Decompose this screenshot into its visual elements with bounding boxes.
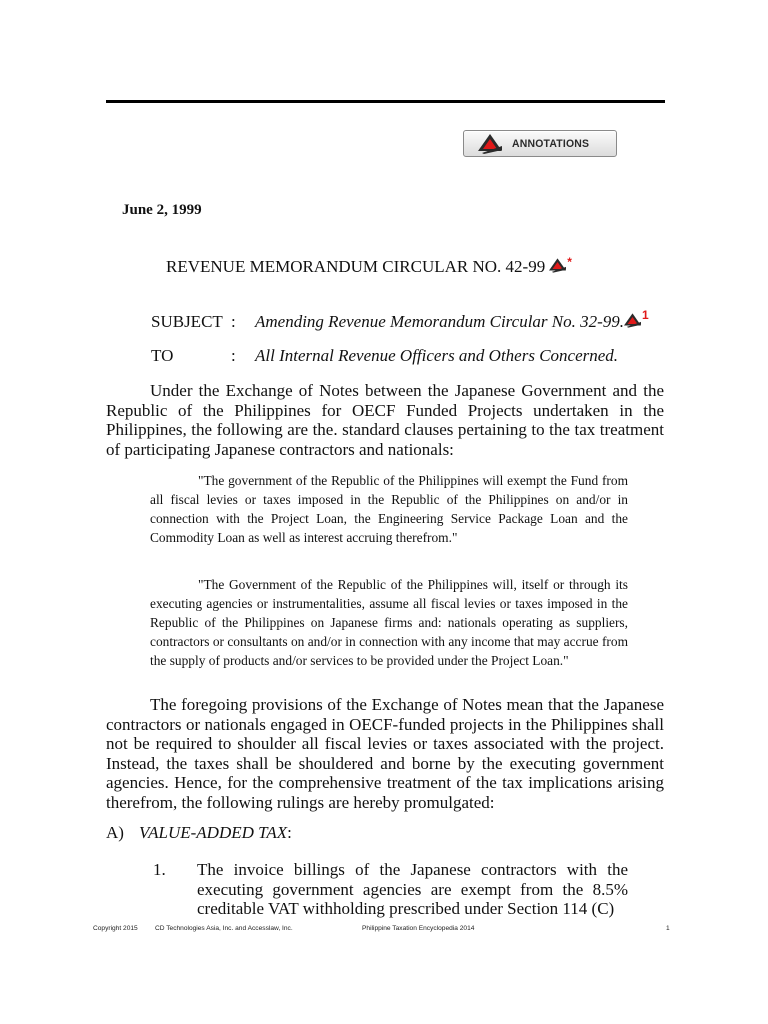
title-text: REVENUE MEMORANDUM CIRCULAR NO. 42-99	[166, 257, 546, 276]
to-text: All Internal Revenue Officers and Others Concerned.	[255, 346, 619, 365]
to-label: TO	[151, 346, 174, 365]
annotation-marker-icon	[624, 313, 641, 328]
document-date: June 2, 1999	[122, 202, 202, 218]
footer-company: CD Technologies Asia, Inc. and Accesslaw, Inc.	[155, 925, 293, 932]
subject-colon: :	[231, 312, 236, 331]
section-a-letter: A)	[106, 823, 124, 842]
footer-publication: Philippine Taxation Encyclopedia 2014	[362, 925, 475, 932]
footer-page-number: 1	[666, 925, 670, 932]
title-footnote-marker: *	[567, 255, 572, 269]
item-1-text: The invoice billings of the Japanese contractors with the executing government agencies are exempt from the 8.5% creditable VAT withholding prescribed under Section 114 (C)	[197, 860, 628, 918]
subject-text: Amending Revenue Memorandum Circular No. 32-99.	[255, 312, 625, 331]
header-rule	[106, 100, 665, 103]
item-1-number: 1.	[153, 860, 166, 879]
annotations-label: ANNOTATIONS	[512, 138, 590, 150]
subject-annotation-link[interactable]	[624, 308, 649, 328]
annotation-marker-icon	[549, 258, 566, 273]
subject-footnote-marker: 1	[642, 308, 649, 322]
to-colon: :	[231, 346, 236, 365]
paragraph-provisions: The foregoing provisions of the Exchange of Notes mean that the Japanese contractors or nationals engaged in OECF-funded projects in the Philippines shall not be required to shoulder all fiscal levies or taxes associated with the project. Instead, the taxes shall be shouldered and borne by the executing government agencies. Hence, for the comprehensive treatment of the tax implications arising therefrom, the following rulings are hereby promulgated:	[106, 695, 664, 812]
footer-copyright: Copyright 2015	[93, 925, 138, 932]
quote-clause-1: "The government of the Republic of the Philippines will exempt the Fund from all fiscal levies or taxes imposed in the Republic of the Philippines on and/or in connection with the Project Loan, the Engineering Service Package Loan and the Commodity Loan as well as interest accruing therefrom."	[150, 473, 628, 545]
subject-label: SUBJECT	[151, 312, 223, 331]
to-line	[151, 346, 619, 366]
paragraph-intro: Under the Exchange of Notes between the Japanese Government and the Republic of the Philippines for OECF Funded Projects undertaken in the Philippines, the following are the. standard clauses pertaining to the tax treatment of participating Japanese contractors and nationals:	[106, 381, 664, 459]
section-a-heading	[106, 823, 292, 843]
subject-line	[151, 308, 649, 332]
cd-logo-icon	[478, 134, 502, 159]
title-annotation-link[interactable]	[549, 255, 572, 273]
quote-clause-2: "The Government of the Republic of the Philippines will, itself or through its executing agencies or instrumentalities, assume all fiscal levies or taxes imposed in the Republic of the Philippines on Japanese firms and: nationals operating as suppliers, contractors or consultants on and/or in connection with any income that may accrue from the supply of products and/or services to be provided under the Project Loan."	[150, 577, 628, 668]
document-title	[166, 257, 572, 277]
annotations-button[interactable]	[463, 130, 617, 157]
section-a-title: VALUE-ADDED TAX:	[139, 823, 292, 842]
